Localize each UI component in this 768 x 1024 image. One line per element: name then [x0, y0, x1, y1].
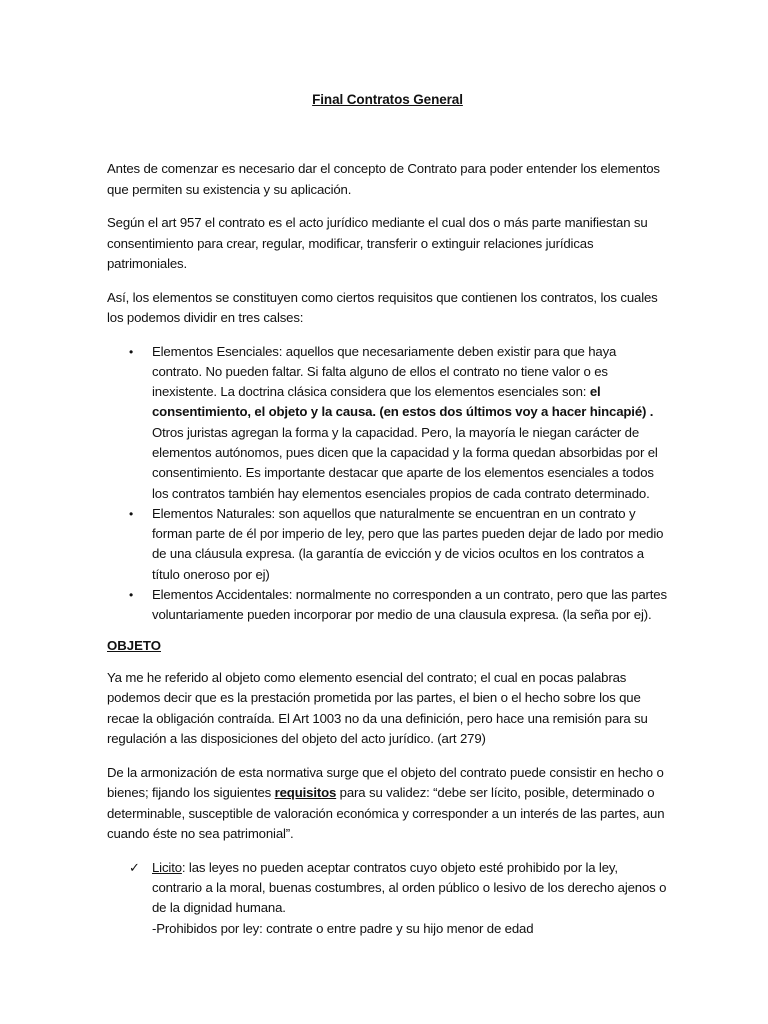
list-item-text: Elementos Accidentales: normalmente no corresponden a un contrato, pero que las partes voluntariamente pueden incorporar por medio de una clausula expresa. (la seña por ej). — [152, 587, 667, 623]
intro-paragraph: Así, los elementos se constituyen como ciertos requisitos que contienen los contratos, los cuales los podemos dividir en tres calses: — [107, 289, 658, 325]
list-item-subline: -Prohibidos por ley: contrate o entre padre y su hijo menor de edad — [152, 920, 534, 936]
objeto-paragraph: Ya me he referido al objeto como elemento esencial del contrato; el cual en pocas palabras podemos decir que es la prestación prometida por las partes, el bien o el hecho sobre los que recae la obligación contraída. El Art 1003 no da una definición, pero hace una remisión para su regulación a las disposiciones del objeto del acto jurídico. (art 279) — [107, 669, 648, 747]
list-item — [107, 585, 668, 626]
bullet-icon: • — [129, 506, 134, 521]
paragraph-text: De la armonización de esta normativa surge que el objeto del contrato puede consistir en hecho o bienes; fijando los siguientes — [107, 764, 664, 801]
checkmark-icon: ✓ — [129, 859, 140, 875]
paragraph-text: para su validez: “debe ser lícito, posible, determinado o determinable, susceptible de valoración económica y corresponder a un interés de las partes, aun cuando éste no sea patrimonial”. — [107, 785, 665, 842]
bullet-icon: • — [129, 588, 134, 603]
requisitos-list — [107, 858, 668, 939]
list-item-text: Elementos Esenciales: aquellos que necesariamente deben existir para que haya contrato. No pueden faltar. Si falta alguno de ellos el contrato no tiene valor o es inexistente. La doctrina clásica considera que los elementos esenciales son: — [152, 343, 617, 400]
elements-list — [107, 342, 668, 626]
requisito-term: Licito — [152, 859, 182, 875]
list-item-text: Otros juristas agregan la forma y la capacidad. Pero, la mayoría le niegan carácter de elementos autónomos, pues dicen que la capacidad y la forma quedan absorbidas por el consentimiento. Es importante destacar que aparte de los elementos esenciales a todos los contratos también hay elementos esenciales propios de cada contrato determinado. — [152, 424, 658, 501]
list-item-bold: el consentimiento, el objeto y la causa. (en estos dos últimos voy a hacer hincapié) . — [152, 384, 654, 420]
bullet-icon: • — [129, 344, 134, 359]
section-heading: OBJETO — [107, 637, 161, 653]
document-title: Final Contratos General — [312, 92, 463, 107]
list-item-text: Elementos Naturales: son aquellos que naturalmente se encuentran en un contrato y forman parte de él por imperio de ley, pero que las partes pueden dejar de lado por medio de una cláusula expresa. (la garantía de evicción y de vicios ocultos en los contratos a título oneroso por ej) — [152, 505, 664, 582]
list-item — [107, 858, 668, 939]
list-item — [107, 342, 668, 504]
intro-paragraph: Según el art 957 el contrato es el acto jurídico mediante el cual dos o más parte manifiestan su consentimiento para crear, regular, modificar, transferir o extinguir relaciones jurídicas patrimoniales. — [107, 215, 648, 271]
list-item-text: : las leyes no pueden aceptar contratos cuyo objeto esté prohibido por la ley, contrario a la moral, buenas costumbres, al orden público o lesivo de los derecho ajenos o de la dignidad humana. — [152, 859, 667, 916]
list-item — [107, 504, 668, 585]
intro-paragraph: Antes de comenzar es necesario dar el concepto de Contrato para poder entender los elementos que permiten su existencia y su aplicación. — [107, 161, 660, 197]
objeto-paragraph — [107, 763, 668, 845]
requisitos-term: requisitos — [274, 785, 337, 801]
